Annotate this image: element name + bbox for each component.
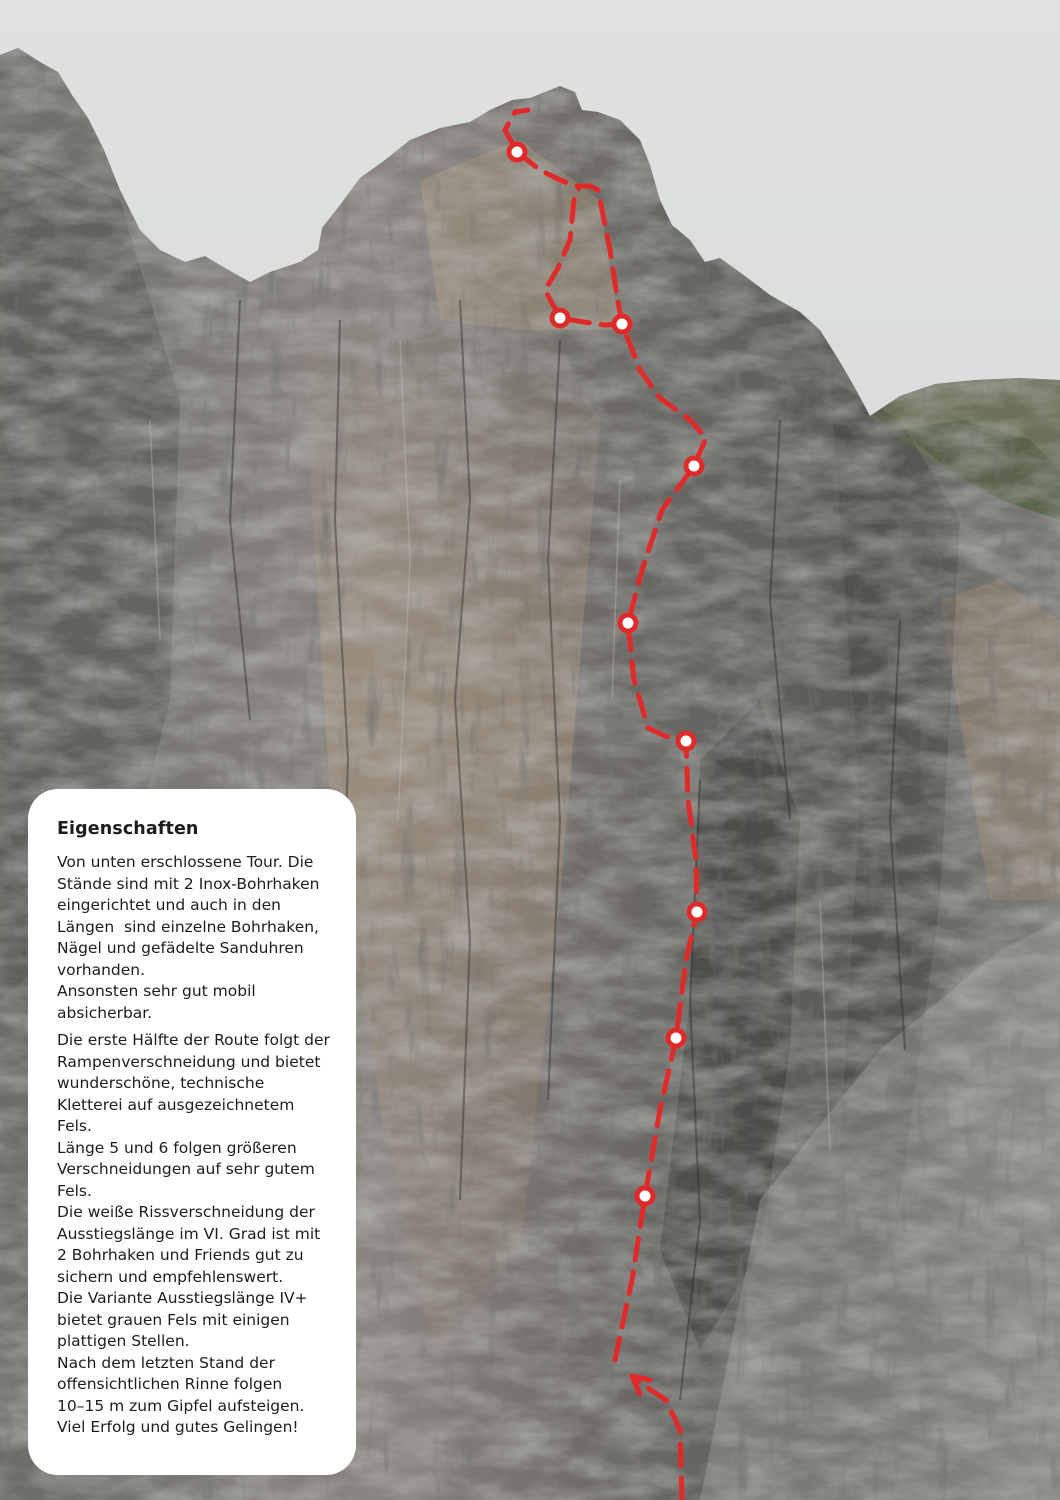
info-line: Länge 5 und 6 folgen größeren: [57, 1138, 297, 1157]
belay-station: [689, 904, 705, 920]
info-line: Rampenverschneidung und bietet: [57, 1052, 321, 1071]
info-line: Die weiße Rissverschneidung der: [57, 1203, 315, 1221]
info-card: [28, 789, 356, 1475]
info-line: offensichtlichen Rinne folgen: [57, 1375, 283, 1393]
info-line: Verschneidungen auf sehr gutem: [57, 1160, 315, 1178]
info-line: Nägel und gefädelte Sanduhren: [57, 939, 304, 957]
belay-station: [637, 1188, 653, 1204]
info-line: absicherbar.: [57, 1003, 153, 1022]
info-line: Von unten erschlossene Tour. Die: [57, 853, 314, 871]
info-line: Viel Erfolg und gutes Gelingen!: [57, 1418, 299, 1436]
info-line: eingerichtet und auch in den: [57, 896, 281, 914]
belay-station: [668, 1030, 684, 1046]
info-line: 10–15 m zum Gipfel aufsteigen.: [57, 1396, 305, 1415]
belay-station: [620, 615, 636, 631]
info-line: sichern und empfehlenswert.: [57, 1267, 284, 1286]
info-line: vorhanden.: [57, 960, 146, 979]
belay-station: [614, 316, 630, 332]
belay-station: [686, 458, 702, 474]
info-line: Kletterei auf ausgezeichnetem: [57, 1095, 295, 1114]
info-line: 2 Bohrhaken und Friends gut zu: [57, 1246, 304, 1264]
info-paragraph-1: [57, 852, 336, 1024]
info-line: Längen sind einzelne Bohrhaken,: [57, 917, 319, 936]
info-line: Fels.: [57, 1181, 92, 1200]
info-line: wunderschöne, technische: [57, 1074, 265, 1092]
belay-station: [509, 144, 525, 160]
info-line: Nach dem letzten Stand der: [57, 1353, 275, 1372]
info-line: Die Variante Ausstiegslänge IV+: [57, 1289, 308, 1307]
belay-station: [552, 310, 568, 326]
info-line: Die erste Hälfte der Route folgt der: [57, 1031, 330, 1049]
info-line: Stände sind mit 2 Inox-Bohrhaken: [57, 874, 320, 893]
info-line: plattigen Stellen.: [57, 1332, 190, 1350]
belay-station: [678, 733, 694, 749]
info-line: Ausstiegslänge im VI. Grad ist mit: [57, 1224, 321, 1243]
info-line: bietet grauen Fels mit einigen: [57, 1310, 290, 1329]
info-title: Eigenschaften: [57, 819, 199, 839]
info-line: Fels.: [57, 1117, 92, 1135]
info-paragraph-2: [57, 1030, 336, 1439]
info-line: Ansonsten sehr gut mobil: [57, 982, 256, 1000]
